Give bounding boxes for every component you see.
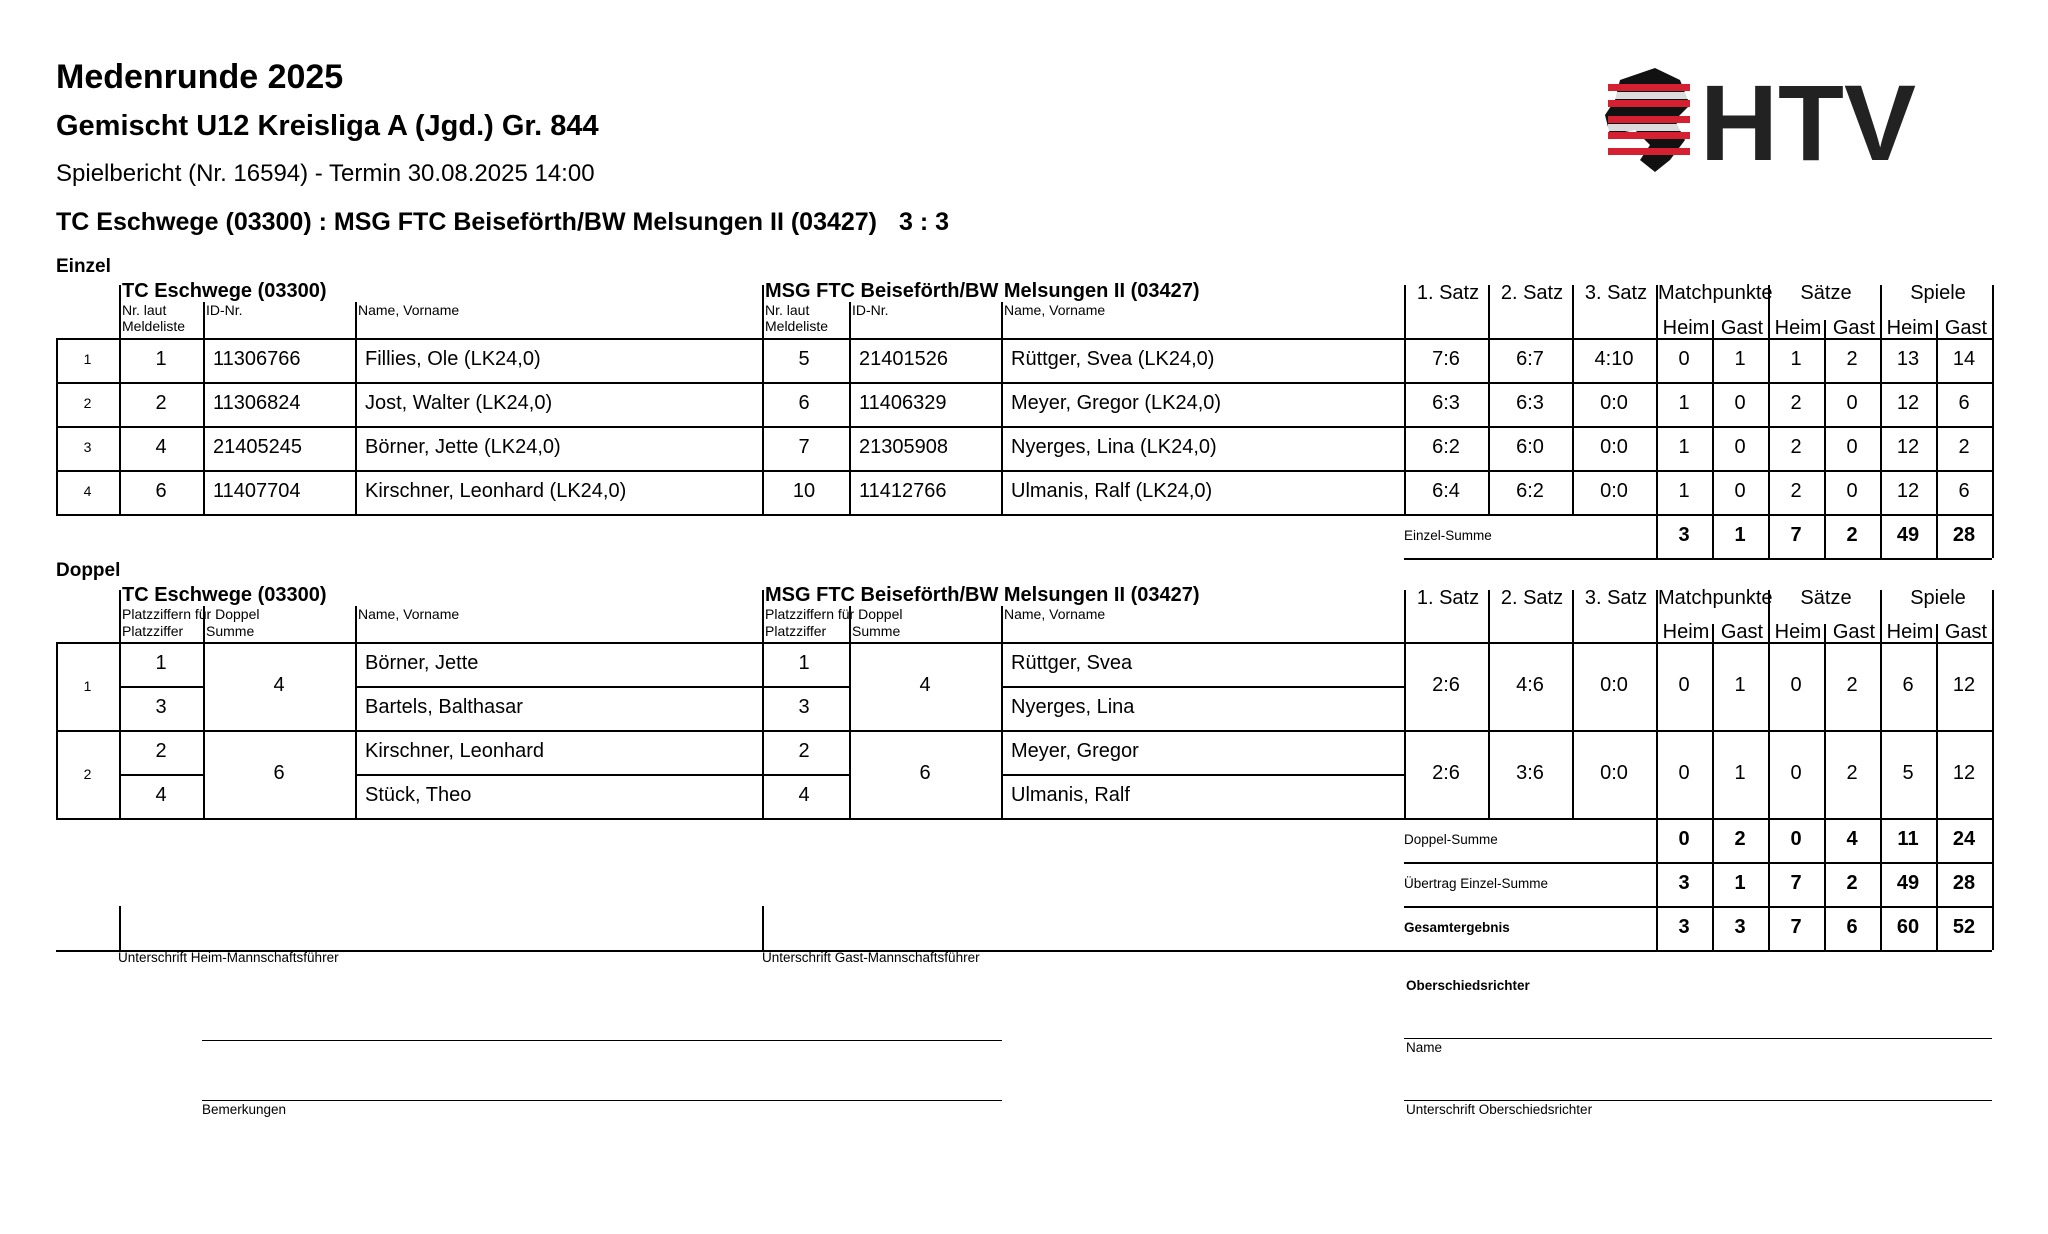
home-summe: 4	[273, 674, 285, 696]
grid-vline	[1824, 906, 1826, 950]
home-platzziffer-2: 3	[155, 696, 167, 718]
hdr-d-sp-heim: Heim	[1886, 621, 1934, 643]
grid-vline	[1404, 590, 1406, 818]
hdr-d-sa-gast: Gast	[1832, 621, 1876, 643]
match-score: 3 : 3	[899, 208, 950, 236]
grid-vline	[1992, 906, 1994, 950]
hdr-d-sp-gast: Gast	[1944, 621, 1988, 643]
result-sa-h: 0	[1790, 762, 1802, 784]
grid-vline	[1768, 906, 1770, 950]
grid-vline	[203, 302, 205, 514]
result-mp-h: 1	[1678, 436, 1690, 458]
gesamt-mp-g: 3	[1734, 916, 1746, 938]
hdr-satz3: 3. Satz	[1584, 282, 1648, 304]
hdr-platzziffern: Platzziffern für Doppel	[122, 606, 260, 622]
home-player-1: Börner, Jette	[365, 652, 479, 674]
einzel-guest-team: MSG FTC Beiseförth/BW Melsungen II (03427)	[765, 280, 1200, 302]
einzel-row-number: 3	[83, 439, 92, 455]
grid-vline	[1880, 818, 1882, 862]
guest-summe: 6	[919, 762, 931, 784]
guest-ranking-no: 7	[798, 436, 810, 458]
home-player-id: 21405245	[213, 436, 302, 458]
home-player-id: 11306824	[213, 392, 301, 414]
grid-hline	[202, 1040, 1002, 1041]
hdr-satz2: 2. Satz	[1500, 282, 1564, 304]
result-s2: 6:7	[1516, 348, 1544, 370]
doppel-summe-label: Doppel-Summe	[1404, 832, 1498, 847]
result-s1: 7:6	[1432, 348, 1460, 370]
gesamt-sa-g: 6	[1846, 916, 1858, 938]
grid-hline	[355, 686, 849, 688]
home-ranking-no: 2	[155, 392, 167, 414]
guest-platzziffer-1: 1	[798, 652, 810, 674]
hdr-mp-heim: Heim	[1662, 317, 1710, 339]
gesamt-label: Gesamtergebnis	[1404, 920, 1510, 935]
grid-hline	[56, 950, 1404, 952]
hdr-name: Name, Vorname	[358, 302, 460, 318]
hdr-d-mp-heim: Heim	[1662, 621, 1710, 643]
hdr-nr-laut: Nr. laut Meldeliste	[122, 302, 186, 334]
uebertrag-sp-h: 49	[1896, 872, 1920, 894]
guest-player-id: 21401526	[859, 348, 948, 370]
hdr-d-satz2: 2. Satz	[1500, 587, 1564, 609]
grid-vline	[1936, 818, 1938, 862]
grid-vline	[1768, 862, 1770, 906]
grid-hline	[56, 514, 1992, 516]
grid-vline	[1712, 862, 1714, 906]
guest-player-name: Nyerges, Lina (LK24,0)	[1011, 436, 1217, 458]
result-mp-g: 0	[1734, 480, 1746, 502]
grid-vline	[1936, 624, 1938, 818]
hdr-platzziffer-g: Platzziffer	[765, 623, 827, 639]
grid-vline	[1824, 320, 1826, 514]
home-player-id: 11407704	[213, 480, 301, 502]
result-mp-g: 1	[1734, 348, 1746, 370]
result-sp-g: 6	[1958, 480, 1970, 502]
grid-vline	[1488, 590, 1490, 818]
result-mp-h: 0	[1678, 762, 1690, 784]
guest-player-2: Ulmanis, Ralf	[1011, 784, 1130, 806]
hdr-d-name-g: Name, Vorname	[1004, 606, 1106, 622]
hdr-d-mp-gast: Gast	[1720, 621, 1764, 643]
result-sa-h: 2	[1790, 436, 1802, 458]
home-player-name: Börner, Jette (LK24,0)	[365, 436, 561, 458]
result-sp-h: 13	[1896, 348, 1920, 370]
grid-vline	[119, 590, 121, 818]
match-line	[56, 208, 949, 237]
grid-vline	[1824, 818, 1826, 862]
match-teams: TC Eschwege (03300) : MSG FTC Beiseförth/BW Melsungen II (03427)	[56, 208, 878, 236]
grid-vline	[1656, 818, 1658, 862]
grid-hline	[119, 774, 203, 776]
result-sa-g: 0	[1846, 436, 1858, 458]
htv-logo	[1600, 60, 2000, 178]
grid-vline	[1992, 285, 1994, 514]
result-s1: 2:6	[1432, 762, 1460, 784]
grid-vline	[1768, 818, 1770, 862]
hdr-name-g: Name, Vorname	[1004, 302, 1106, 318]
oberschiedsrichter-label: Oberschiedsrichter	[1406, 978, 1530, 993]
hdr-satz1: 1. Satz	[1416, 282, 1480, 304]
gesamt-sp-g: 52	[1952, 916, 1976, 938]
einzel-row-number: 4	[83, 483, 92, 499]
hdr-platzziffer: Platzziffer	[122, 623, 184, 639]
result-s1: 2:6	[1432, 674, 1460, 696]
os-signature-label: Unterschrift Oberschiedsrichter	[1406, 1102, 1593, 1117]
uebertrag-sa-h: 7	[1790, 872, 1802, 894]
grid-vline	[203, 606, 205, 818]
doppel-home-team: TC Eschwege (03300)	[122, 584, 327, 606]
grid-vline	[56, 642, 58, 818]
home-ranking-no: 4	[155, 436, 167, 458]
grid-vline	[1992, 862, 1994, 906]
hdr-d-sa-heim: Heim	[1774, 621, 1822, 643]
guest-player-id: 21305908	[859, 436, 948, 458]
hdr-summe: Summe	[206, 623, 255, 639]
hdr-sa-gast: Gast	[1832, 317, 1876, 339]
grid-vline	[1001, 606, 1003, 818]
result-sp-g: 12	[1952, 762, 1976, 784]
grid-vline	[1712, 818, 1714, 862]
result-s3: 0:0	[1600, 762, 1628, 784]
hdr-platzziffern-g: Platzziffern für Doppel	[765, 606, 903, 622]
result-mp-h: 1	[1678, 480, 1690, 502]
grid-vline	[119, 285, 121, 514]
grid-vline	[1572, 590, 1574, 818]
result-s3: 0:0	[1600, 436, 1628, 458]
uebertrag-sa-g: 2	[1846, 872, 1858, 894]
doppel-summe-mp-g: 2	[1734, 828, 1746, 850]
result-sp-h: 12	[1896, 480, 1920, 502]
grid-vline	[1488, 285, 1490, 514]
grid-vline	[56, 338, 58, 514]
league-subtitle: Gemischt U12 Kreisliga A (Jgd.) Gr. 844	[56, 110, 599, 142]
grid-hline	[1404, 1100, 1992, 1101]
einzel-summe-sp-h: 49	[1896, 524, 1920, 546]
grid-vline	[119, 906, 121, 950]
grid-vline	[1656, 285, 1658, 514]
grid-vline	[1768, 285, 1770, 514]
grid-hline	[119, 686, 203, 688]
sig-heim-label: Unterschrift Heim-Mannschaftsführer	[118, 950, 339, 965]
guest-summe: 4	[919, 674, 931, 696]
einzel-summe-mp-g: 1	[1734, 524, 1746, 546]
home-player-name: Jost, Walter (LK24,0)	[365, 392, 553, 414]
guest-player-name: Ulmanis, Ralf (LK24,0)	[1011, 480, 1213, 502]
grid-vline	[762, 906, 764, 950]
home-summe: 6	[273, 762, 285, 784]
grid-hline	[56, 426, 1992, 428]
doppel-summe-sp-h: 11	[1897, 828, 1919, 850]
home-player-id: 11306766	[213, 348, 301, 370]
result-mp-h: 0	[1678, 348, 1690, 370]
doppel-row-number: 2	[83, 766, 92, 782]
einzel-summe-sa-h: 7	[1790, 524, 1802, 546]
result-sa-g: 2	[1846, 762, 1858, 784]
hessian-lion-icon	[1600, 60, 2000, 178]
grid-hline	[1001, 686, 1404, 688]
guest-player-id: 11406329	[859, 392, 947, 414]
grid-vline	[1992, 514, 1994, 558]
doppel-summe-sp-g: 24	[1952, 828, 1976, 850]
grid-hline	[202, 1100, 1002, 1101]
result-sp-g: 12	[1952, 674, 1976, 696]
grid-vline	[1656, 514, 1658, 558]
grid-vline	[1712, 624, 1714, 818]
hdr-d-matchpunkte: Matchpunkte	[1658, 587, 1773, 609]
einzel-row-number: 2	[83, 395, 92, 411]
result-sa-g: 2	[1846, 674, 1858, 696]
hdr-d-saetze: Sätze	[1800, 587, 1852, 609]
grid-hline	[56, 338, 1992, 340]
grid-vline	[762, 590, 764, 818]
hdr-saetze: Sätze	[1800, 282, 1852, 304]
grid-hline	[355, 774, 849, 776]
result-s3: 0:0	[1600, 480, 1628, 502]
doppel-row-number: 1	[83, 678, 92, 694]
result-s2: 6:2	[1516, 480, 1544, 502]
report-info: Spielbericht (Nr. 16594) - Termin 30.08.2025 14:00	[56, 160, 595, 187]
grid-vline	[1936, 320, 1938, 514]
grid-vline	[1880, 285, 1882, 514]
sig-gast-label: Unterschrift Gast-Mannschaftsführer	[762, 950, 980, 965]
grid-vline	[1880, 906, 1882, 950]
result-s1: 6:2	[1432, 436, 1460, 458]
grid-hline	[56, 818, 1992, 820]
result-sa-g: 0	[1846, 392, 1858, 414]
home-ranking-no: 6	[155, 480, 167, 502]
result-s2: 3:6	[1516, 762, 1544, 784]
hdr-d-satz1: 1. Satz	[1416, 587, 1480, 609]
hdr-d-satz3: 3. Satz	[1584, 587, 1648, 609]
doppel-guest-team: MSG FTC Beiseförth/BW Melsungen II (03427)	[765, 584, 1200, 606]
home-player-2: Stück, Theo	[365, 784, 472, 806]
result-s1: 6:3	[1432, 392, 1460, 414]
grid-vline	[849, 606, 851, 818]
grid-hline	[1404, 558, 1992, 560]
grid-hline	[1404, 1038, 1992, 1039]
result-s3: 0:0	[1600, 392, 1628, 414]
hdr-sa-heim: Heim	[1774, 317, 1822, 339]
grid-vline	[355, 302, 357, 514]
hdr-sp-heim: Heim	[1886, 317, 1934, 339]
uebertrag-mp-g: 1	[1734, 872, 1746, 894]
result-sa-g: 2	[1846, 348, 1858, 370]
guest-player-1: Rüttger, Svea	[1011, 652, 1133, 674]
result-s3: 4:10	[1594, 348, 1634, 370]
result-mp-g: 1	[1734, 674, 1746, 696]
hdr-d-spiele: Spiele	[1910, 587, 1966, 609]
grid-vline	[1936, 862, 1938, 906]
home-player-2: Bartels, Balthasar	[365, 696, 523, 718]
einzel-home-team: TC Eschwege (03300)	[122, 280, 327, 302]
hdr-matchpunkte: Matchpunkte	[1658, 282, 1773, 304]
grid-vline	[1768, 590, 1770, 818]
grid-hline	[1404, 950, 1992, 952]
uebertrag-mp-h: 3	[1678, 872, 1690, 894]
grid-hline	[56, 382, 1992, 384]
guest-player-1: Meyer, Gregor	[1011, 740, 1139, 762]
home-player-name: Fillies, Ole (LK24,0)	[365, 348, 541, 370]
guest-platzziffer-2: 4	[798, 784, 810, 806]
einzel-summe-sp-g: 28	[1952, 524, 1976, 546]
grid-vline	[762, 285, 764, 514]
guest-player-name: Rüttger, Svea (LK24,0)	[1011, 348, 1215, 370]
section-einzel: Einzel	[56, 256, 111, 277]
einzel-summe-label: Einzel-Summe	[1404, 528, 1492, 543]
grid-vline	[1572, 285, 1574, 514]
hdr-d-name: Name, Vorname	[358, 606, 460, 622]
result-sp-h: 5	[1902, 762, 1914, 784]
grid-vline	[355, 606, 357, 818]
page-title: Medenrunde 2025	[56, 58, 344, 96]
gesamt-sp-h: 60	[1896, 916, 1920, 938]
grid-vline	[1712, 906, 1714, 950]
grid-hline	[56, 730, 1992, 732]
grid-hline	[1001, 774, 1404, 776]
grid-hline	[56, 470, 1992, 472]
grid-hline	[1404, 906, 1992, 908]
hdr-nr-laut-g: Nr. laut Meldeliste	[765, 302, 829, 334]
result-mp-g: 1	[1734, 762, 1746, 784]
grid-vline	[1404, 285, 1406, 514]
grid-vline	[1712, 514, 1714, 558]
guest-ranking-no: 6	[798, 392, 810, 414]
grid-vline	[1656, 906, 1658, 950]
result-sp-g: 14	[1952, 348, 1976, 370]
grid-vline	[1936, 514, 1938, 558]
section-doppel: Doppel	[56, 560, 121, 581]
grid-vline	[1880, 514, 1882, 558]
grid-vline	[1656, 862, 1658, 906]
os-name-label: Name	[1406, 1040, 1443, 1055]
grid-vline	[1824, 624, 1826, 818]
guest-platzziffer-2: 3	[798, 696, 810, 718]
grid-vline	[1992, 590, 1994, 818]
result-sa-h: 2	[1790, 392, 1802, 414]
grid-vline	[1712, 320, 1714, 514]
guest-player-name: Meyer, Gregor (LK24,0)	[1011, 392, 1222, 414]
grid-vline	[1880, 590, 1882, 818]
logo-text: HTV	[1700, 62, 1916, 178]
guest-ranking-no: 10	[792, 480, 816, 502]
result-sp-g: 2	[1958, 436, 1970, 458]
result-s2: 6:0	[1516, 436, 1544, 458]
result-mp-g: 0	[1734, 436, 1746, 458]
guest-ranking-no: 5	[798, 348, 810, 370]
result-sa-h: 1	[1790, 348, 1802, 370]
result-s3: 0:0	[1600, 674, 1628, 696]
hdr-mp-gast: Gast	[1720, 317, 1764, 339]
grid-vline	[1992, 818, 1994, 862]
result-sa-h: 0	[1790, 674, 1802, 696]
result-s2: 6:3	[1516, 392, 1544, 414]
home-platzziffer-1: 2	[155, 740, 167, 762]
grid-hline	[1404, 862, 1992, 864]
hdr-sp-gast: Gast	[1944, 317, 1988, 339]
grid-vline	[1656, 590, 1658, 818]
grid-vline	[849, 302, 851, 514]
doppel-summe-mp-h: 0	[1678, 828, 1690, 850]
result-sp-g: 6	[1958, 392, 1970, 414]
gesamt-mp-h: 3	[1678, 916, 1690, 938]
grid-vline	[1824, 514, 1826, 558]
result-sa-h: 2	[1790, 480, 1802, 502]
einzel-summe-sa-g: 2	[1846, 524, 1858, 546]
grid-hline	[56, 642, 1992, 644]
uebertrag-sp-g: 28	[1952, 872, 1976, 894]
grid-vline	[1001, 302, 1003, 514]
home-platzziffer-2: 4	[155, 784, 167, 806]
home-ranking-no: 1	[155, 348, 167, 370]
home-player-name: Kirschner, Leonhard (LK24,0)	[365, 480, 627, 502]
einzel-summe-mp-h: 3	[1678, 524, 1690, 546]
result-sp-h: 12	[1896, 392, 1920, 414]
hdr-summe-g: Summe	[852, 623, 901, 639]
grid-vline	[1824, 862, 1826, 906]
doppel-summe-sa-h: 0	[1790, 828, 1802, 850]
bemerkungen-label: Bemerkungen	[202, 1102, 287, 1117]
home-player-1: Kirschner, Leonhard	[365, 740, 545, 762]
result-mp-g: 0	[1734, 392, 1746, 414]
result-sp-h: 12	[1896, 436, 1920, 458]
hdr-id: ID-Nr.	[206, 302, 243, 318]
grid-vline	[1880, 862, 1882, 906]
doppel-summe-sa-g: 4	[1846, 828, 1858, 850]
guest-player-2: Nyerges, Lina	[1011, 696, 1135, 718]
result-sa-g: 0	[1846, 480, 1858, 502]
hdr-spiele: Spiele	[1910, 282, 1966, 304]
hdr-id-g: ID-Nr.	[852, 302, 889, 318]
uebertrag-label: Übertrag Einzel-Summe	[1404, 876, 1549, 891]
guest-platzziffer-1: 2	[798, 740, 810, 762]
result-s1: 6:4	[1432, 480, 1460, 502]
home-platzziffer-1: 1	[155, 652, 167, 674]
einzel-row-number: 1	[83, 351, 92, 367]
result-mp-h: 1	[1678, 392, 1690, 414]
gesamt-sa-h: 7	[1790, 916, 1802, 938]
result-s2: 4:6	[1516, 674, 1544, 696]
grid-vline	[1768, 514, 1770, 558]
result-sp-h: 6	[1902, 674, 1914, 696]
result-mp-h: 0	[1678, 674, 1690, 696]
guest-player-id: 11412766	[859, 480, 947, 502]
grid-vline	[1936, 906, 1938, 950]
